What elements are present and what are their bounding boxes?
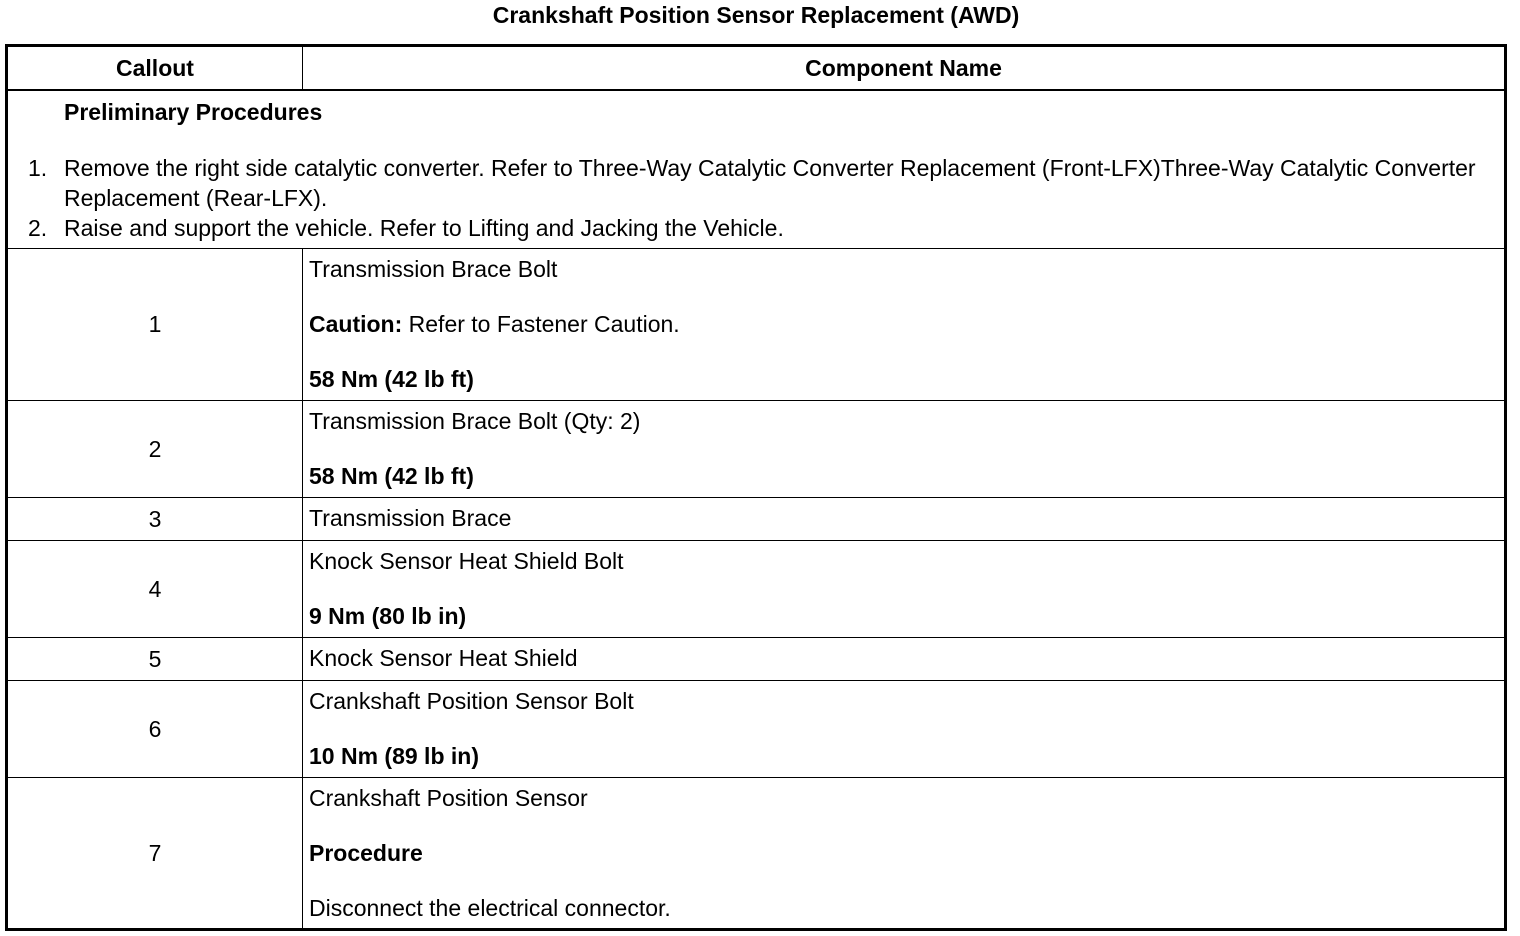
callout-cell: 1 (7, 249, 303, 401)
table-row (7, 681, 1506, 778)
list-item (28, 153, 1486, 213)
table-row (7, 498, 1506, 541)
table-row (7, 638, 1506, 681)
step-text: Remove the right side catalytic converter. Refer to Three-Way Catalytic Converter Replacement (Front-LFX)Three-Way Catalytic Converter Replacement (Rear-LFX). (64, 155, 1476, 211)
step-text: Raise and support the vehicle. Refer to Lifting and Jacking the Vehicle. (64, 215, 784, 241)
table-header-row (7, 46, 1506, 91)
procedure-label: Procedure (309, 840, 423, 866)
step-number: 2. (28, 215, 48, 241)
preliminary-procedures (7, 90, 1506, 249)
component-table (5, 44, 1507, 931)
caution-text: Refer to Fastener Caution. (402, 311, 680, 337)
callout-cell: 3 (7, 498, 303, 541)
caution-label: Caution: (309, 311, 403, 337)
component-cell (303, 498, 1506, 541)
component-cell (303, 401, 1506, 498)
component-name: Transmission Brace (309, 505, 512, 531)
component-cell (303, 681, 1506, 778)
component-cell (303, 541, 1506, 638)
torque-spec: 9 Nm (80 lb in) (309, 603, 467, 629)
component-name-header: Component Name (303, 46, 1506, 91)
component-name: Knock Sensor Heat Shield (309, 645, 578, 671)
callout-cell: 5 (7, 638, 303, 681)
table-row (7, 541, 1506, 638)
component-cell (303, 638, 1506, 681)
table-row (7, 401, 1506, 498)
preliminary-title: Preliminary Procedures (64, 99, 323, 125)
callout-cell: 6 (7, 681, 303, 778)
table-row (7, 249, 1506, 401)
component-name: Transmission Brace Bolt (309, 256, 558, 282)
preliminary-row (7, 90, 1506, 249)
component-name: Crankshaft Position Sensor (309, 785, 588, 811)
torque-spec: 10 Nm (89 lb in) (309, 743, 479, 769)
callout-cell: 7 (7, 778, 303, 930)
preliminary-steps (28, 153, 1486, 243)
caution-note (309, 311, 1498, 338)
torque-spec: 58 Nm (42 lb ft) (309, 366, 474, 392)
component-cell (303, 249, 1506, 401)
callout-cell: 4 (7, 541, 303, 638)
component-cell (303, 778, 1506, 930)
table-row (7, 778, 1506, 930)
procedure-text: Disconnect the electrical connector. (309, 895, 671, 921)
page-title: Crankshaft Position Sensor Replacement (AWD) (492, 2, 1020, 28)
component-name: Transmission Brace Bolt (Qty: 2) (309, 408, 641, 434)
list-item (28, 213, 1486, 243)
callout-cell: 2 (7, 401, 303, 498)
component-name: Crankshaft Position Sensor Bolt (309, 688, 634, 714)
callout-header: Callout (7, 46, 303, 91)
component-name: Knock Sensor Heat Shield Bolt (309, 548, 624, 574)
torque-spec: 58 Nm (42 lb ft) (309, 463, 474, 489)
step-number: 1. (28, 155, 48, 181)
